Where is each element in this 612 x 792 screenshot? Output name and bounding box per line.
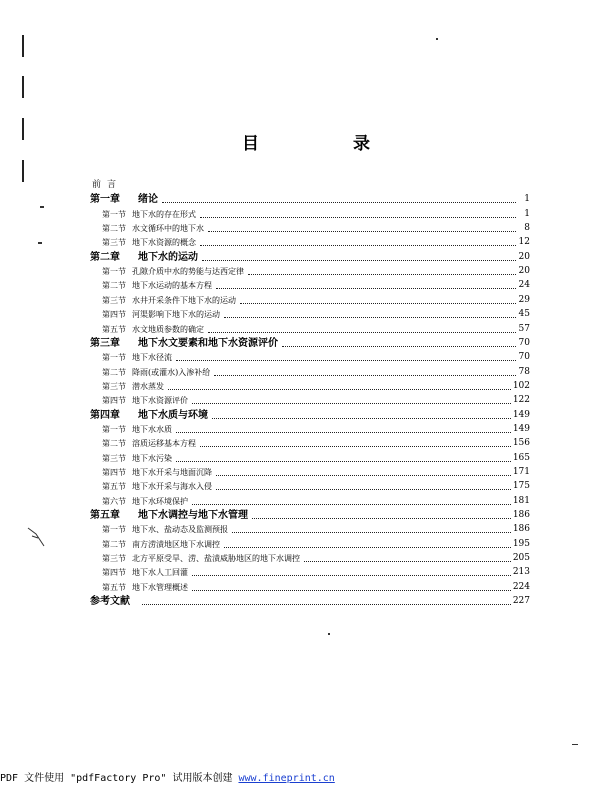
- toc-page-number: 149: [512, 409, 530, 420]
- toc-entry-label: 第三章: [90, 337, 120, 349]
- toc-dot-leader: [216, 475, 511, 476]
- toc-page-number: 24: [518, 280, 530, 291]
- toc-dot-leader: [208, 231, 516, 232]
- scan-speck: [38, 242, 42, 244]
- toc-section-row[interactable]: [90, 307, 530, 321]
- toc-chapter-row[interactable]: [90, 192, 530, 206]
- toc-dot-leader: [192, 403, 511, 404]
- toc-entry-label: 第一节: [102, 525, 126, 535]
- toc-dot-leader: [216, 288, 516, 289]
- toc-page-number: 171: [512, 467, 530, 477]
- toc-entry-title: 地下水污染: [132, 453, 172, 463]
- toc-entry-label: 第四节: [102, 396, 126, 406]
- toc-page-number: 213: [512, 567, 530, 578]
- toc-entry-title: 地下水水质: [132, 424, 172, 434]
- scan-binding-line: [22, 160, 24, 182]
- toc-dot-leader: [192, 575, 511, 576]
- toc-section-row[interactable]: [90, 322, 530, 336]
- toc-dot-leader: [212, 418, 511, 419]
- toc-entry-title: 地下水运动的基本方程: [132, 281, 212, 291]
- toc-entry-label: 第五节: [102, 482, 126, 492]
- toc-page-number: 1: [524, 194, 530, 205]
- toc-section-row[interactable]: [90, 522, 530, 536]
- toc-entry-label: 第四节: [102, 568, 126, 578]
- toc-section-row[interactable]: [90, 422, 530, 436]
- toc-section-row[interactable]: [90, 221, 530, 235]
- toc-section-row[interactable]: [90, 551, 530, 565]
- toc-dot-leader: [192, 590, 511, 591]
- toc-entry-label: 第三节: [102, 381, 126, 391]
- page-title: 目 录: [242, 134, 414, 154]
- toc-page-number: 205: [512, 553, 530, 564]
- toc-page-number: 29: [518, 294, 530, 305]
- toc-section-row[interactable]: [90, 293, 530, 307]
- toc-entry-title: 地下水调控与地下水管理: [138, 510, 248, 522]
- toc-page-number: 1: [524, 208, 530, 219]
- toc-entry-title: 地下水开采与海水入侵: [132, 482, 212, 492]
- toc-section-row[interactable]: [90, 207, 530, 221]
- toc-dot-leader: [304, 561, 511, 562]
- toc-dot-leader: [252, 518, 511, 519]
- toc-page-number: 186: [512, 510, 530, 521]
- toc-section-row[interactable]: [90, 235, 530, 249]
- scan-speck: [40, 206, 44, 208]
- toc-dot-leader: [240, 303, 516, 304]
- toc-entry-label: 第四节: [102, 310, 126, 320]
- toc-entry-label: 第二节: [102, 539, 126, 549]
- toc-page-number: 20: [518, 266, 530, 277]
- toc-entry-title: 地下水、盐动态及监测预报: [132, 525, 228, 535]
- scan-binding-line: [22, 35, 24, 57]
- toc-entry-label: 第五章: [90, 510, 120, 522]
- toc-entry-label: 第二节: [102, 281, 126, 291]
- toc-entry-title: 地下水管理概述: [132, 582, 188, 592]
- toc-entry-label: 第三节: [102, 238, 126, 248]
- toc-entry-title: 北方平原受旱、涝、盐渍威胁地区的地下水调控: [132, 554, 300, 564]
- toc-entry-title: 河渠影响下地下水的运动: [132, 310, 220, 320]
- toc-page-number: 165: [512, 452, 530, 463]
- toc-entry-title: 水文循环中的地下水: [132, 224, 204, 234]
- toc-entry-label: 第六节: [102, 496, 126, 506]
- toc-page-number: 20: [518, 251, 530, 262]
- toc-entry-title: 地下水资源的概念: [132, 238, 196, 248]
- toc-entry-label: 第一章: [90, 194, 120, 206]
- toc-page-number: 122: [512, 395, 530, 406]
- toc-dot-leader: [224, 547, 511, 548]
- toc-entry-label: 第二节: [102, 367, 126, 377]
- toc-dot-leader: [192, 504, 511, 505]
- toc-entry-title: 潜水蒸发: [132, 381, 164, 391]
- toc-entry-title: 溶质运移基本方程: [132, 439, 196, 449]
- toc-entry-label: 前言: [92, 180, 123, 190]
- toc-entry-label: 第一节: [102, 267, 126, 277]
- toc-page-number: 186: [512, 524, 530, 535]
- toc-entry-title: 地下水径流: [132, 353, 172, 363]
- toc-dot-leader: [248, 274, 516, 275]
- toc-page-number: 156: [512, 438, 530, 449]
- toc-page-number: 70: [518, 337, 530, 348]
- toc-entry-label: 第四章: [90, 409, 120, 421]
- toc-page-number: 57: [518, 323, 530, 334]
- toc-entry-label: 第五节: [102, 582, 126, 592]
- toc-entry-label: 第二章: [90, 251, 120, 263]
- toc-section-row[interactable]: [90, 393, 530, 407]
- toc-chapter-row[interactable]: [90, 508, 530, 522]
- toc-page-number: 224: [512, 581, 530, 592]
- toc-entry-title: 地下水人工回灌: [132, 568, 188, 578]
- toc-dot-leader: [162, 202, 516, 203]
- toc-entry-label: 第三节: [102, 295, 126, 305]
- scan-speck: [328, 633, 330, 635]
- toc-section-row[interactable]: [90, 350, 530, 364]
- toc-dot-leader: [200, 245, 516, 246]
- toc-page-number: 45: [518, 309, 530, 320]
- toc-entry-label: 第一节: [102, 353, 126, 363]
- toc-entry-title: 水文地质参数的确定: [132, 324, 204, 334]
- toc-entry-title: 降雨(或灌水)入渗补给: [132, 367, 211, 377]
- toc-entry-label: 第三节: [102, 453, 126, 463]
- toc-chapter-row[interactable]: [90, 336, 530, 350]
- toc-entry-title: 地下水质与环境: [138, 409, 208, 421]
- scan-speck: [436, 38, 438, 40]
- toc-entry-title: 地下水环境保护: [132, 496, 188, 506]
- toc-section-row[interactable]: [90, 537, 530, 551]
- toc-dot-leader: [202, 260, 516, 261]
- toc-page-number: 181: [512, 495, 530, 506]
- toc-entry-title: 地下水的存在形式: [132, 209, 196, 219]
- toc-section-row[interactable]: [90, 580, 530, 594]
- toc-section-row[interactable]: [90, 465, 530, 479]
- scan-mark: [26, 524, 48, 550]
- toc-entry-label: 第三节: [102, 554, 126, 564]
- toc-dot-leader: [214, 375, 516, 376]
- toc-section-row[interactable]: [90, 494, 530, 508]
- toc-section-row[interactable]: [90, 479, 530, 493]
- toc-dot-leader: [282, 346, 516, 347]
- toc-entry-title: 地下水文要素和地下水资源评价: [138, 337, 278, 349]
- toc-dot-leader: [168, 389, 511, 390]
- scan-binding-line: [22, 76, 24, 98]
- toc-entry-label: 第一节: [102, 424, 126, 434]
- toc-page-number: 8: [524, 223, 530, 234]
- toc-page-number: 149: [512, 423, 530, 434]
- toc-entry-label: 第二节: [102, 439, 126, 449]
- toc-chapter-row[interactable]: [90, 250, 530, 264]
- toc-dot-leader: [176, 360, 516, 361]
- toc-page-number: 102: [512, 380, 530, 391]
- toc-section-row[interactable]: [90, 565, 530, 579]
- toc-entry-title: 绪论: [138, 194, 158, 206]
- toc-section-row[interactable]: [90, 264, 530, 278]
- toc-dot-leader: [176, 461, 511, 462]
- toc-page-number: 70: [518, 352, 530, 363]
- toc-page-number: 78: [518, 366, 530, 377]
- toc-entry-label: 第一节: [102, 209, 126, 219]
- pdf-footer: [0, 769, 335, 784]
- toc-entry-title: 地下水资源评价: [132, 396, 188, 406]
- toc-dot-leader: [200, 217, 516, 218]
- toc-entry-label: 参考文献: [90, 596, 130, 608]
- toc-dot-leader: [208, 332, 516, 333]
- toc-dot-leader: [142, 604, 511, 605]
- toc-section-row[interactable]: [90, 278, 530, 292]
- toc-entry-title: 孔隙介质中水的势能与达西定律: [132, 267, 244, 277]
- toc-entry-title: 南方涝渍地区地下水调控: [132, 539, 220, 549]
- toc-dot-leader: [224, 317, 516, 318]
- toc-entry-label: 第四节: [102, 468, 126, 477]
- toc-page-number: 175: [512, 481, 530, 492]
- footer-link[interactable]: www.fineprint.cn: [238, 773, 335, 784]
- toc-dot-leader: [216, 489, 511, 490]
- toc-preface-row[interactable]: [90, 178, 530, 192]
- toc-section-row[interactable]: [90, 451, 530, 465]
- toc-entry-title: 地下水的运动: [138, 251, 198, 263]
- toc-entry-title: 地下水开采与地面沉降: [132, 468, 212, 477]
- toc-entry-label: 第五节: [102, 324, 126, 334]
- toc-page-number: 12: [518, 237, 530, 248]
- toc-page-number: 227: [512, 596, 530, 607]
- toc-entry-label: 第二节: [102, 224, 126, 234]
- toc-section-row[interactable]: [90, 365, 530, 379]
- toc-dot-leader: [232, 532, 511, 533]
- toc-section-row[interactable]: [90, 379, 530, 393]
- toc-dot-leader: [200, 446, 511, 447]
- scan-speck: [572, 744, 578, 745]
- toc-chapter-row[interactable]: [90, 594, 530, 608]
- footer-text: PDF 文件使用 "pdfFactory Pro" 试用版本创建: [0, 773, 239, 784]
- toc-chapter-row[interactable]: [90, 408, 530, 422]
- toc-entry-title: 水井开采条件下地下水的运动: [132, 295, 236, 305]
- toc-page-number: 195: [512, 538, 530, 549]
- toc-section-row[interactable]: [90, 436, 530, 450]
- toc-dot-leader: [176, 432, 511, 433]
